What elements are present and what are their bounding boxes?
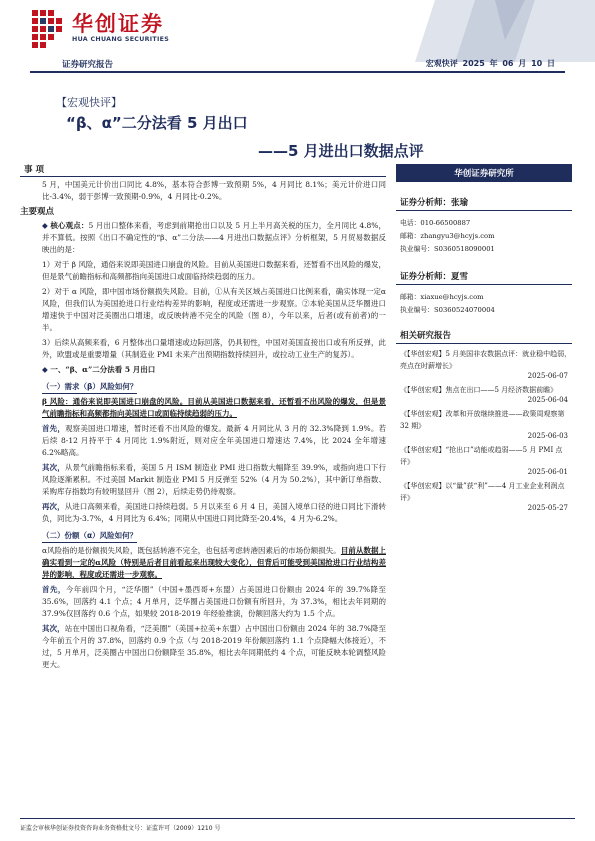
beta-second [20, 462, 386, 498]
related-report-date: 2025-06-01 [527, 468, 568, 476]
alpha-second [20, 623, 386, 671]
related-reports-heading: 相关研究报告 [396, 329, 572, 344]
header-rule [30, 71, 565, 73]
core-text: 5 月出口整体来看，考虑到前期抢出口以及 5 月上半月高关税的压力，全月同比 4.8%，并不算低。按照《出口不确定性的“β、α”二分法——4 月进出口数据点评》分析框架，5 月贸易数据反映出的是： [42, 221, 386, 254]
alpha-first [20, 584, 386, 620]
report-meta: 宏观快评 2025 年 06 月 10 日 [425, 59, 555, 68]
first2-label: 首先， [42, 585, 66, 594]
first2-text: 今年前四个月，“泛华圈”（中国+墨西哥+东盟）占美国进口份额由 2024 年的 39.7%降至 35.6%，回落约 4.1 个点；4 月单月，泛华圈占美国进口份额有所回升，为 37.3%，相比去年同期的 37.9%仅回落约 0.6 个点，如果较 2018-2019 年经验推演，份额回落大约为 1.5 个点。 [42, 585, 386, 618]
again-label: 再次， [42, 502, 65, 511]
subsection-beta-heading: （一）需求（β）风险如何？ [42, 381, 137, 394]
alpha-paragraph [20, 545, 386, 581]
analyst-1-cert: 执业编号：S0360518090001 [400, 245, 495, 253]
related-report-title[interactable]: 《【华创宏观】“抢出口”动能或趋弱——5 月 PMI 点评》 [400, 446, 563, 466]
institute-heading: 华创证券研究所 [396, 164, 572, 182]
analyst-2-email[interactable]: 邮箱：xiaxue@hcyjs.com [400, 293, 484, 301]
report-title: “β、α”二分法看 5 月出口 [66, 114, 248, 132]
footer-rule [20, 818, 575, 819]
header-decoration-graphic [415, 0, 595, 62]
beta-again [20, 501, 386, 525]
point-2: 2）对于 α 风险，即中国市场份额损失风险。目前，①从有关区域占美国进口比例来看，确实体现一定α风险，但我们认为美国抢进口行业结构差异的影响，程度或还需进一步观察。②本轮美国从泛华圈进口增速快于中国对泛美圈出口增速，或反映转港不完全的风险（图 8），今年以来，后者(或有前者)的一半。 [42, 287, 386, 332]
core-label: 核心观点： [50, 221, 89, 230]
second2-label: 其次， [42, 624, 65, 633]
related-report-title[interactable]: 《【华创宏观】焦点在出口——5 月经济数据前瞻》 [400, 386, 558, 394]
related-report-title[interactable]: 《【华创宏观】改革和开放继续推进——政策周观察第 32 期》 [400, 410, 565, 430]
beta-first [20, 423, 386, 459]
analyst-1-rule [396, 210, 572, 211]
second2-text: 站在中国出口视角看，“泛美圈”（美国+拉美+东盟）占中国出口份额由 2024 年的 38.7%降至今年前五个月的 37.8%，回落约 0.9 个点（与 2018-2019 年份额回落约 1.1 个点降幅大体接近），不过，5 月单月，泛美圈占中国出口份额降至 35.8%，相比去年同期低约 4 个点，可能反映本轮调整风险更大。 [42, 624, 386, 669]
point-3: 3）后续从高频来看，6 月整体出口量增速或边际回落，仍具韧性，中国对美国直接出口或有所反弹，此外，欧盟或是重要增量（其制造业 PMI 未来产出预期指数持续回升，或拉动工业生产的复苏）。 [42, 338, 386, 359]
analyst-1-email[interactable]: 邮箱：zhangyu3@hcyjs.com [400, 232, 495, 240]
analyst-2-rule [396, 284, 572, 285]
analyst-2-title: 证券分析师：夏雪 [400, 272, 469, 282]
alpha-summary: 目前从数据上确实看到一定的α风险（特别是后者目前看起来出现较大变化），但背后可能受到美国抢进口行业结构差异的影响，程度或还需进一步观察。 [42, 546, 387, 579]
second-text: 从景气前瞻指标来看，美国 5 月 ISM 制造业 PMI 进口指数大幅降至 39.9%，或指向进口下行风险逐渐累积。不过美国 Markit 制造业 PMI 5 月反弹至 52%（4 月为 50.2%），其中新订单指数、采购库存指数均有较明显回升（图 2），后续走势仍待观察。 [42, 463, 386, 496]
main-content [20, 164, 386, 674]
beta-summary: β 风险：通俗来说即美国进口崩盘的风险。目前从美国进口数据来看，还暂看不出风险的爆发，但是景气前瞻指标和高频都指向美国进口或面临持续趋弱的压力。 [42, 397, 386, 418]
events-heading: 事 项 [20, 164, 386, 177]
analyst-2-cert: 执业编号：S0360524070004 [400, 306, 495, 314]
logo-text-cn: 华创证券 [72, 12, 164, 36]
related-report-date: 2025-05-27 [527, 504, 568, 512]
related-report-title[interactable]: 《【华创宏观】5 月美国非农数据点评：就业稳中趋弱，亮点在时薪增长》 [400, 350, 572, 370]
first-text: 观察美国进口增速，暂时还看不出风险的爆发。最新 4 月同比从 3 月的 32.3%降到 1.9%。若后续 8-12 月持平于 4 月同比 1.9%附近，则对应全年美国进口增速达 7.4%，比 2024 全年增速 6.2%略高。 [42, 424, 386, 457]
report-subtitle: ——5 月进出口数据点评 [258, 142, 424, 160]
first-label: 首先， [42, 424, 66, 433]
again-text: 从进口高频来看，美国进口持续趋弱。5 月以来至 6 月 4 日，美国入境单口径的进口同比下滑转负，同比为-3.7%，4 月同比为 6.4%；同期从中国进口同比降至-20.4%，4 月为-6.2%。 [42, 502, 387, 523]
related-report-title[interactable]: 《【华创宏观】以“量”获“利”——4 月工业企业利润点评》 [400, 482, 565, 502]
core-view [20, 220, 386, 256]
report-type-label: 证券研究报告 [62, 60, 114, 70]
related-report-date: 2025-06-07 [527, 372, 568, 380]
alpha-intro: α风险指的是份额损失风险，既包括转港不完全，也包括考虑转港因素后的市场份额损失。 [42, 546, 341, 555]
events-text: 5 月，中国美元计价出口同比 4.8%，基本符合彭博一致预期 5%，4 月同比 8.1%；美元计价进口同比-3.4%，弱于彭博一致预期-0.9%，4 月同比-0.2%。 [42, 180, 386, 201]
logo-mark-icon [30, 6, 66, 50]
footer-text: 证监会审核华创证券投资咨询业务资格批文号：证监许可（2009）1210 号 [20, 825, 221, 832]
section-1-heading: ◆ 一、“β、α”二分法看 5 月出口 [20, 364, 386, 376]
related-report-date: 2025-06-04 [527, 396, 568, 404]
related-report-date: 2025-06-03 [527, 432, 568, 440]
logo-text-en: HUA CHUANG SECURITIES [72, 36, 170, 43]
report-tag: 【宏观快评】 [56, 96, 122, 109]
analyst-1-phone: 电话：010-66500887 [400, 219, 471, 227]
company-logo [30, 4, 170, 56]
analyst-1-title: 证券分析师：张瑜 [400, 198, 469, 208]
point-1: 1）对于 β 风险，通俗来说即美国进口崩盘的风险。目前从美国进口数据来看，还暂看不出风险的爆发，但是景气前瞻指标和高频都指向美国进口或面临持续趋弱的压力。 [42, 260, 386, 281]
second-label: 其次， [42, 463, 65, 472]
views-heading: 主要观点 [20, 207, 55, 217]
subsection-alpha-heading: （二）份额（α）风险如何？ [42, 530, 137, 543]
sidebar [396, 164, 572, 514]
